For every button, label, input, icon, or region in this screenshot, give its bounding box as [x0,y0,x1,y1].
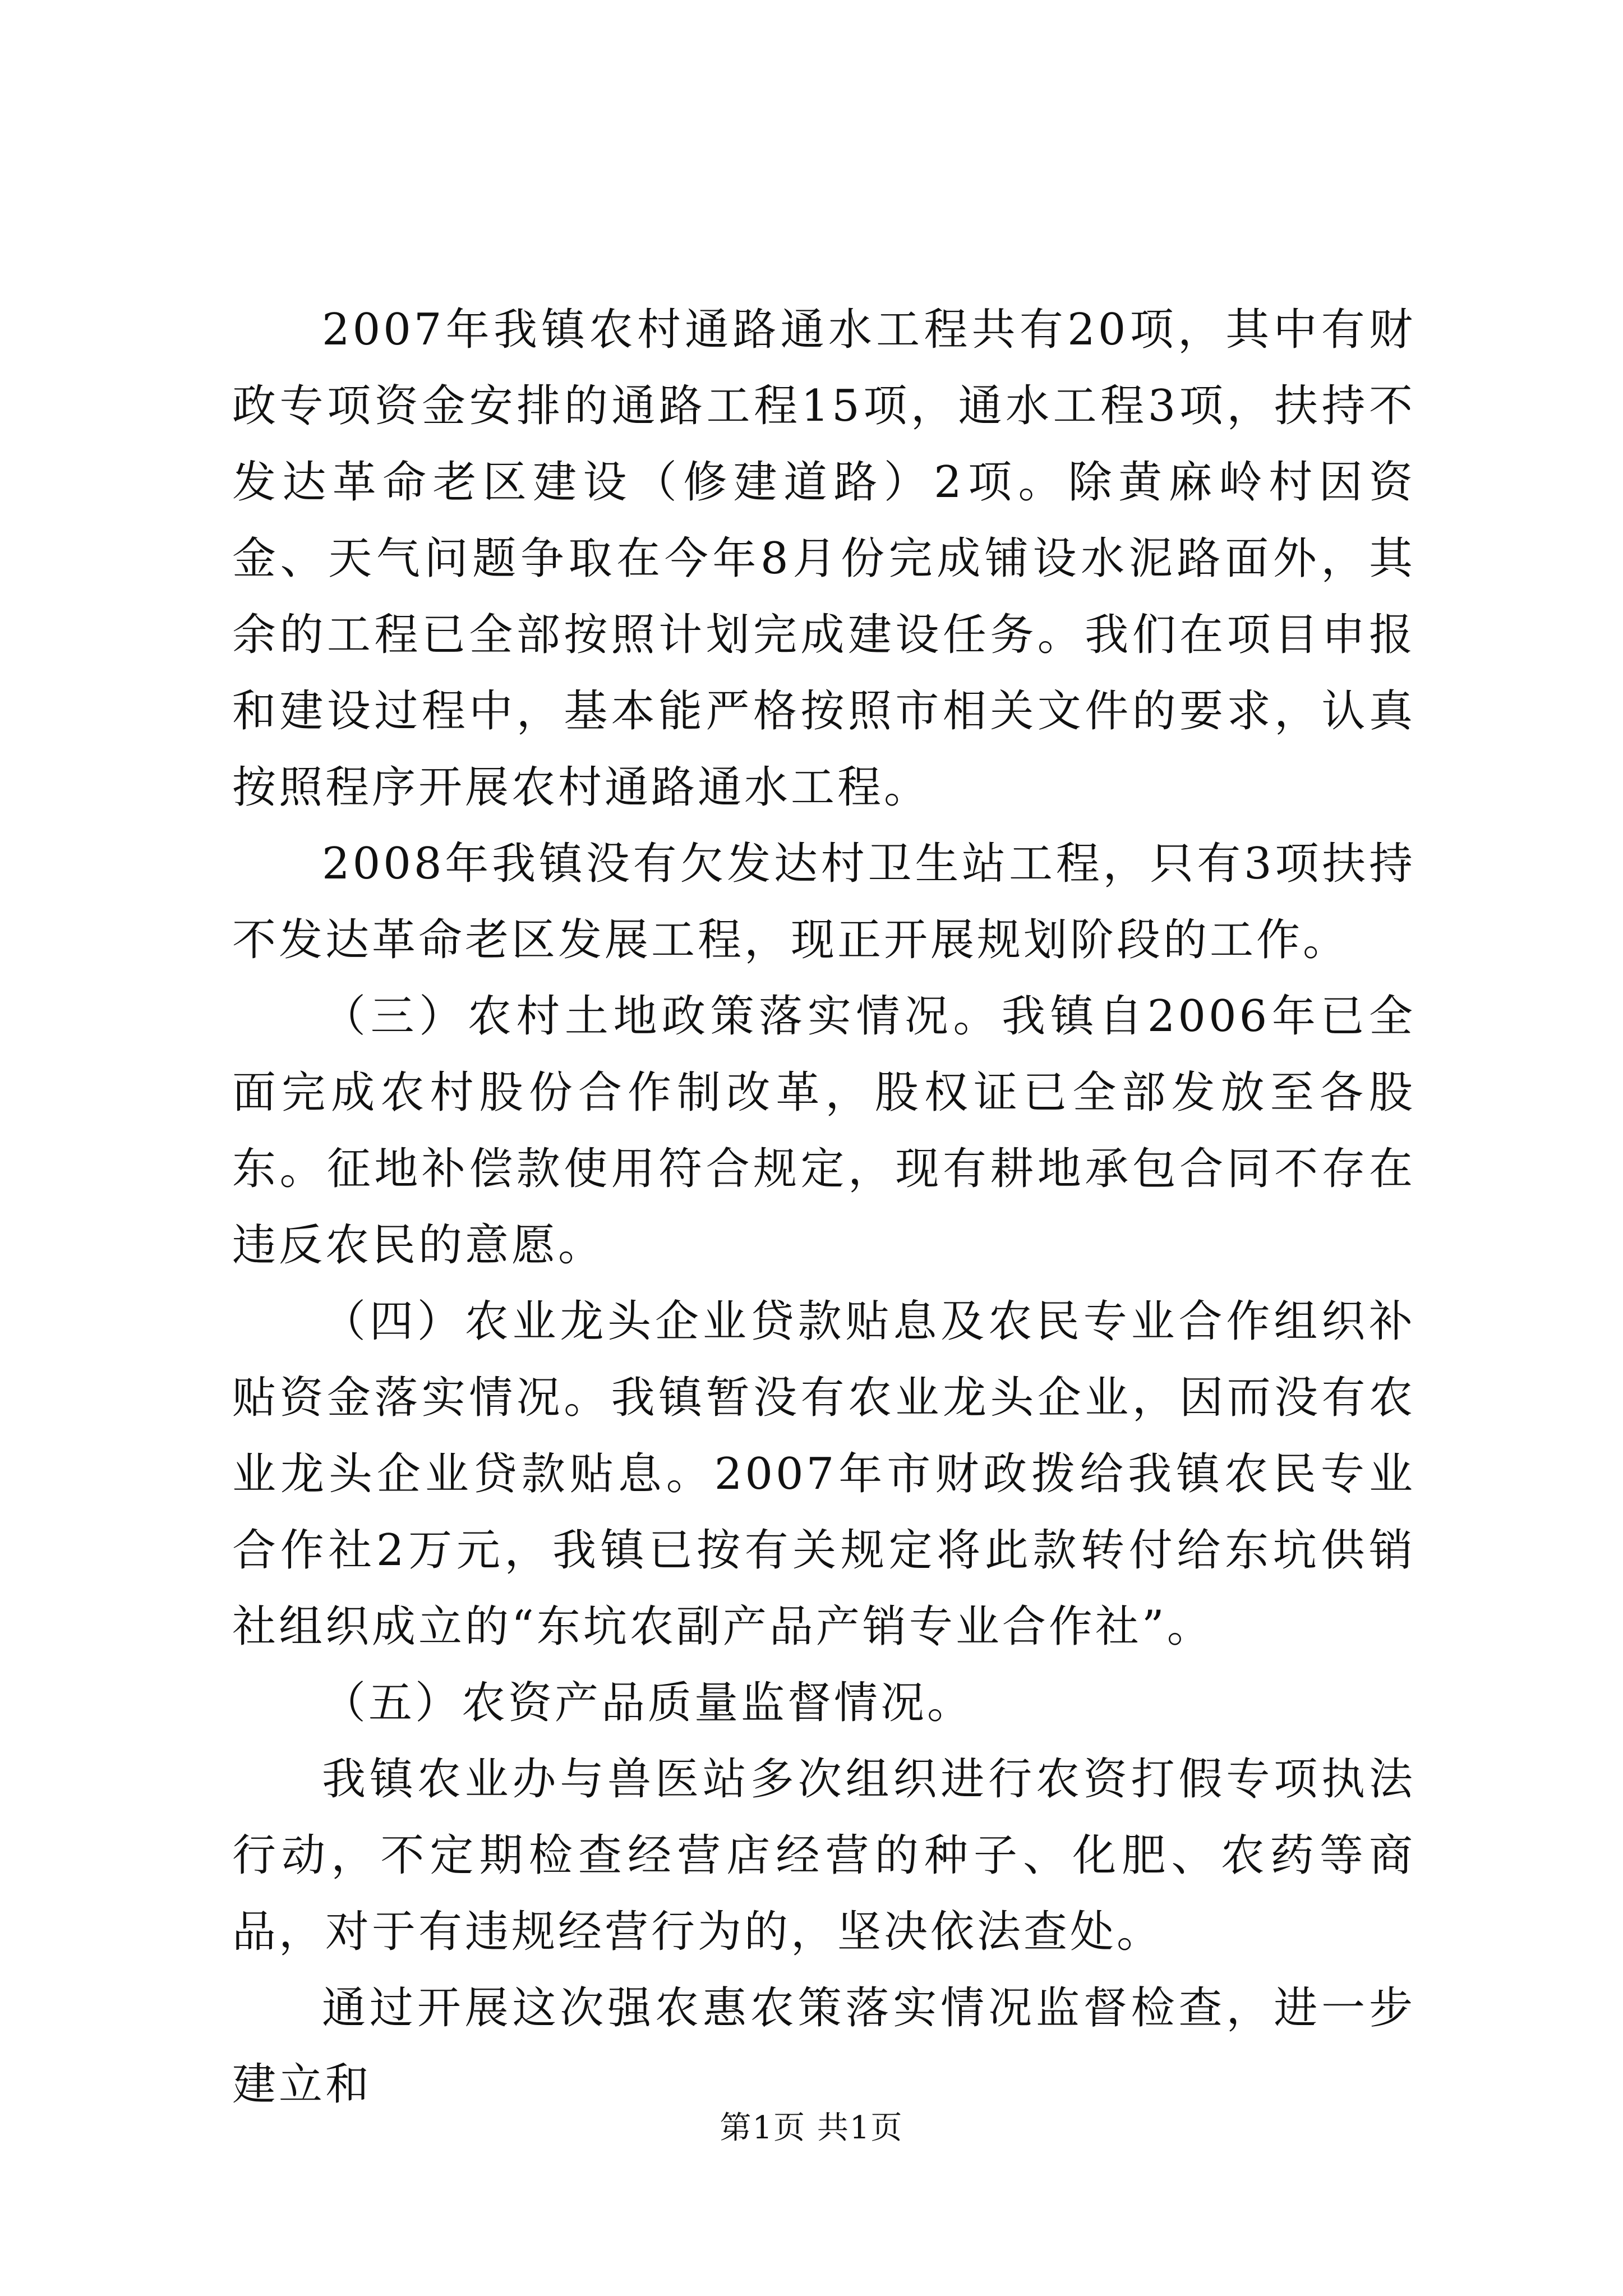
paragraph-quality-enforcement: 我镇农业办与兽医站多次组织进行农资打假专项执法行动，不定期检查经营店经营的种子、化肥、农药等商品，对于有违规经营行为的，坚决依法查处。 [232,1754,1415,1957]
paragraph-2008-projects: 2008年我镇没有欠发达村卫生站工程，只有3项扶持不发达革命老区发展工程，现正开展规划阶段的工作。 [232,839,1415,965]
paragraph-road-water-projects: 2007年我镇农村通路通水工程共有20项，其中有财政专项资金安排的通路工程15项，通水工程3项，扶持不发达革命老区建设（修建道路）2项。除黄麻岭村因资金、天气问题争取在今年8月份完成铺设水泥路面外，其余的工程已全部按照计划完成建设任务。我们在项目申报和建设过程中，基本能严格按照市相关文件的要求，认真按照程序开展农村通路通水工程。 [232,305,1415,813]
document-body [232,292,1415,2123]
paragraph-land-policy: （三）农村土地政策落实情况。我镇自2006年已全面完成农村股份合作制改革，股权证已全部发放至各股东。征地补偿款使用符合规定，现有耕地承包合同不存在违反农民的意愿。 [232,991,1415,1271]
paragraph-enterprise-subsidy: （四）农业龙头企业贷款贴息及农民专业合作组织补贴资金落实情况。我镇暂没有农业龙头企业，因而没有农业龙头企业贷款贴息。2007年市财政拨给我镇农民专业合作社2万元，我镇已按有关规定将此款转付给东坑供销社组织成立的“东坑农副产品产销专业合作社”。 [232,1296,1415,1652]
paragraph-conclusion: 通过开展这次强农惠农策落实情况监督检查，进一步建立和 [232,1983,1415,2110]
page-footer: 第1页 共1页 [720,2110,903,2146]
paragraph-quality-heading: （五）农资产品质量监督情况。 [322,1678,974,1728]
